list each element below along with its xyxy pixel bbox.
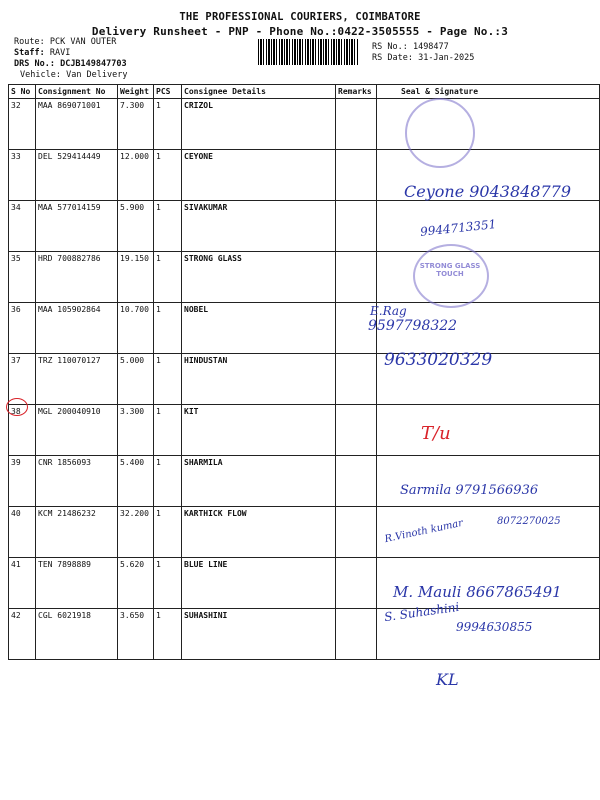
- cell-weight: 7.300: [118, 99, 154, 150]
- staff-value: RAVI: [49, 48, 71, 58]
- route-label: Route:: [14, 37, 45, 47]
- table-row: [9, 354, 600, 405]
- signature-row-42-phone: 9994630855: [456, 620, 533, 634]
- cell-remarks: [336, 609, 377, 660]
- signature-row-39: Sarmila 9791566936: [400, 483, 539, 498]
- cell-weight: 32.200: [118, 507, 154, 558]
- signature-row-37-phone: 9633020329: [384, 350, 493, 370]
- vehicle-line: [20, 70, 128, 81]
- cell-remarks: [336, 354, 377, 405]
- bottom-initials: KL: [436, 670, 459, 689]
- cell-consignment: CNR 1856093: [36, 456, 118, 507]
- cell-sno: 32: [9, 99, 36, 150]
- cell-consignment: TEN 7898889: [36, 558, 118, 609]
- cell-weight: 5.900: [118, 201, 154, 252]
- cell-consignment: MAA 869071001: [36, 99, 118, 150]
- rs-date-label: RS Date:: [372, 53, 413, 63]
- col-sno: S No: [9, 85, 36, 99]
- cell-consignee: SUHASHINI: [182, 609, 336, 660]
- table-row: [9, 252, 600, 303]
- cell-pcs: 1: [154, 507, 182, 558]
- cell-remarks: [336, 405, 377, 456]
- cell-sno: 36: [9, 303, 36, 354]
- col-pcs: PCS: [154, 85, 182, 99]
- cell-consignment: DEL 529414449: [36, 150, 118, 201]
- signature-row-33: Ceyone 9043848779: [404, 182, 572, 201]
- cell-consignment: MAA 105902864: [36, 303, 118, 354]
- round-stamp: [405, 98, 475, 168]
- cell-consignment: MAA 577014159: [36, 201, 118, 252]
- cell-remarks: [336, 252, 377, 303]
- cell-remarks: [336, 150, 377, 201]
- cell-sno: 34: [9, 201, 36, 252]
- table-header-row: [9, 85, 600, 99]
- drs-value: DCJB149847703: [60, 59, 127, 69]
- signature-row-41: M. Mauli 8667865491: [393, 583, 562, 601]
- signature-row-36-phone: 9597798322: [368, 318, 458, 334]
- table-row: [9, 456, 600, 507]
- cell-weight: 5.620: [118, 558, 154, 609]
- strong-glass-stamp-text: STRONG GLASS TOUCH: [419, 262, 481, 278]
- cell-pcs: 1: [154, 303, 182, 354]
- cell-pcs: 1: [154, 456, 182, 507]
- rs-date-line: [372, 53, 474, 64]
- cell-pcs: 1: [154, 252, 182, 303]
- runsheet-subtitle: Delivery Runsheet - PNP - Phone No.:0422-3505555 - Page No.:3: [91, 25, 509, 38]
- cell-consignment: KCM 21486232: [36, 507, 118, 558]
- barcode: [258, 39, 358, 65]
- table-row: [9, 303, 600, 354]
- rs-date-value: 31-Jan-2025: [418, 53, 475, 63]
- cell-consignee: CEYONE: [182, 150, 336, 201]
- table-row: [9, 405, 600, 456]
- cell-weight: 10.700: [118, 303, 154, 354]
- cell-pcs: 1: [154, 99, 182, 150]
- circled-row-38-mark: [6, 398, 28, 416]
- signature-row-34: 9944713351: [419, 217, 497, 239]
- table-row: [9, 99, 600, 150]
- cell-consignee: KIT: [182, 405, 336, 456]
- runsheet-table: [8, 84, 600, 660]
- cell-weight: 3.300: [118, 405, 154, 456]
- route-value: PCK VAN OUTER: [49, 37, 117, 47]
- table-row: [9, 609, 600, 660]
- staff-label: Staff:: [14, 48, 45, 58]
- cell-consignee: HINDUSTAN: [182, 354, 336, 405]
- cell-consignee: NOBEL: [182, 303, 336, 354]
- company-title: THE PROFESSIONAL COURIERS, COIMBATORE: [179, 11, 421, 23]
- cell-sno: 40: [9, 507, 36, 558]
- cell-pcs: 1: [154, 405, 182, 456]
- cell-weight: 5.400: [118, 456, 154, 507]
- cell-consignee: KARTHICK FLOW: [182, 507, 336, 558]
- cell-consignee: SHARMILA: [182, 456, 336, 507]
- cell-sno: 41: [9, 558, 36, 609]
- cell-weight: 12.000: [118, 150, 154, 201]
- cell-remarks: [336, 99, 377, 150]
- cell-consignment: CGL 6021918: [36, 609, 118, 660]
- col-weight: Weight: [118, 85, 154, 99]
- vehicle-label: Vehicle:: [20, 70, 61, 80]
- cell-sno: 37: [9, 354, 36, 405]
- rs-no-value: 1498477: [412, 42, 449, 52]
- cell-pcs: 1: [154, 201, 182, 252]
- drs-line: [14, 59, 127, 70]
- signature-row-40-phone: 8072270025: [497, 516, 561, 527]
- cell-consignment: TRZ 110070127: [36, 354, 118, 405]
- cell-consignee: BLUE LINE: [182, 558, 336, 609]
- col-signature: Seal & Signature: [377, 85, 600, 99]
- signature-row-40-name: R.Vinoth kumar: [383, 517, 465, 546]
- cell-remarks: [336, 507, 377, 558]
- cell-pcs: 1: [154, 150, 182, 201]
- cell-consignee: STRONG GLASS: [182, 252, 336, 303]
- cell-sno: 35: [9, 252, 36, 303]
- cell-signature: [377, 456, 600, 507]
- route-line: [14, 37, 116, 48]
- cell-consignee: CRIZOL: [182, 99, 336, 150]
- signature-row-38: T/u: [421, 423, 451, 444]
- cell-pcs: 1: [154, 609, 182, 660]
- cell-weight: 3.650: [118, 609, 154, 660]
- cell-sno: 38: [9, 405, 36, 456]
- cell-weight: 5.000: [118, 354, 154, 405]
- cell-pcs: 1: [154, 558, 182, 609]
- cell-sno: 33: [9, 150, 36, 201]
- table-row: [9, 201, 600, 252]
- drs-label: DRS No.:: [14, 59, 55, 69]
- staff-line: [14, 48, 70, 59]
- rs-no-label: RS No.:: [372, 42, 408, 52]
- vehicle-value: Van Delivery: [66, 70, 128, 80]
- cell-sno: 39: [9, 456, 36, 507]
- signature-row-42-name: S. Suhashini: [383, 599, 461, 625]
- signature-row-36-name: E.Rag: [370, 304, 407, 318]
- rs-no-line: [372, 42, 449, 53]
- cell-pcs: 1: [154, 354, 182, 405]
- cell-weight: 19.150: [118, 252, 154, 303]
- cell-consignment: MGL 200040910: [36, 405, 118, 456]
- cell-remarks: [336, 456, 377, 507]
- cell-consignee: SIVAKUMAR: [182, 201, 336, 252]
- col-consignee: Consignee Details: [182, 85, 336, 99]
- cell-remarks: [336, 558, 377, 609]
- col-consignment: Consignment No: [36, 85, 118, 99]
- cell-remarks: [336, 201, 377, 252]
- cell-signature: [377, 405, 600, 456]
- col-remarks: Remarks: [336, 85, 377, 99]
- table-row: [9, 507, 600, 558]
- cell-sno: 42: [9, 609, 36, 660]
- cell-consignment: HRD 700882786: [36, 252, 118, 303]
